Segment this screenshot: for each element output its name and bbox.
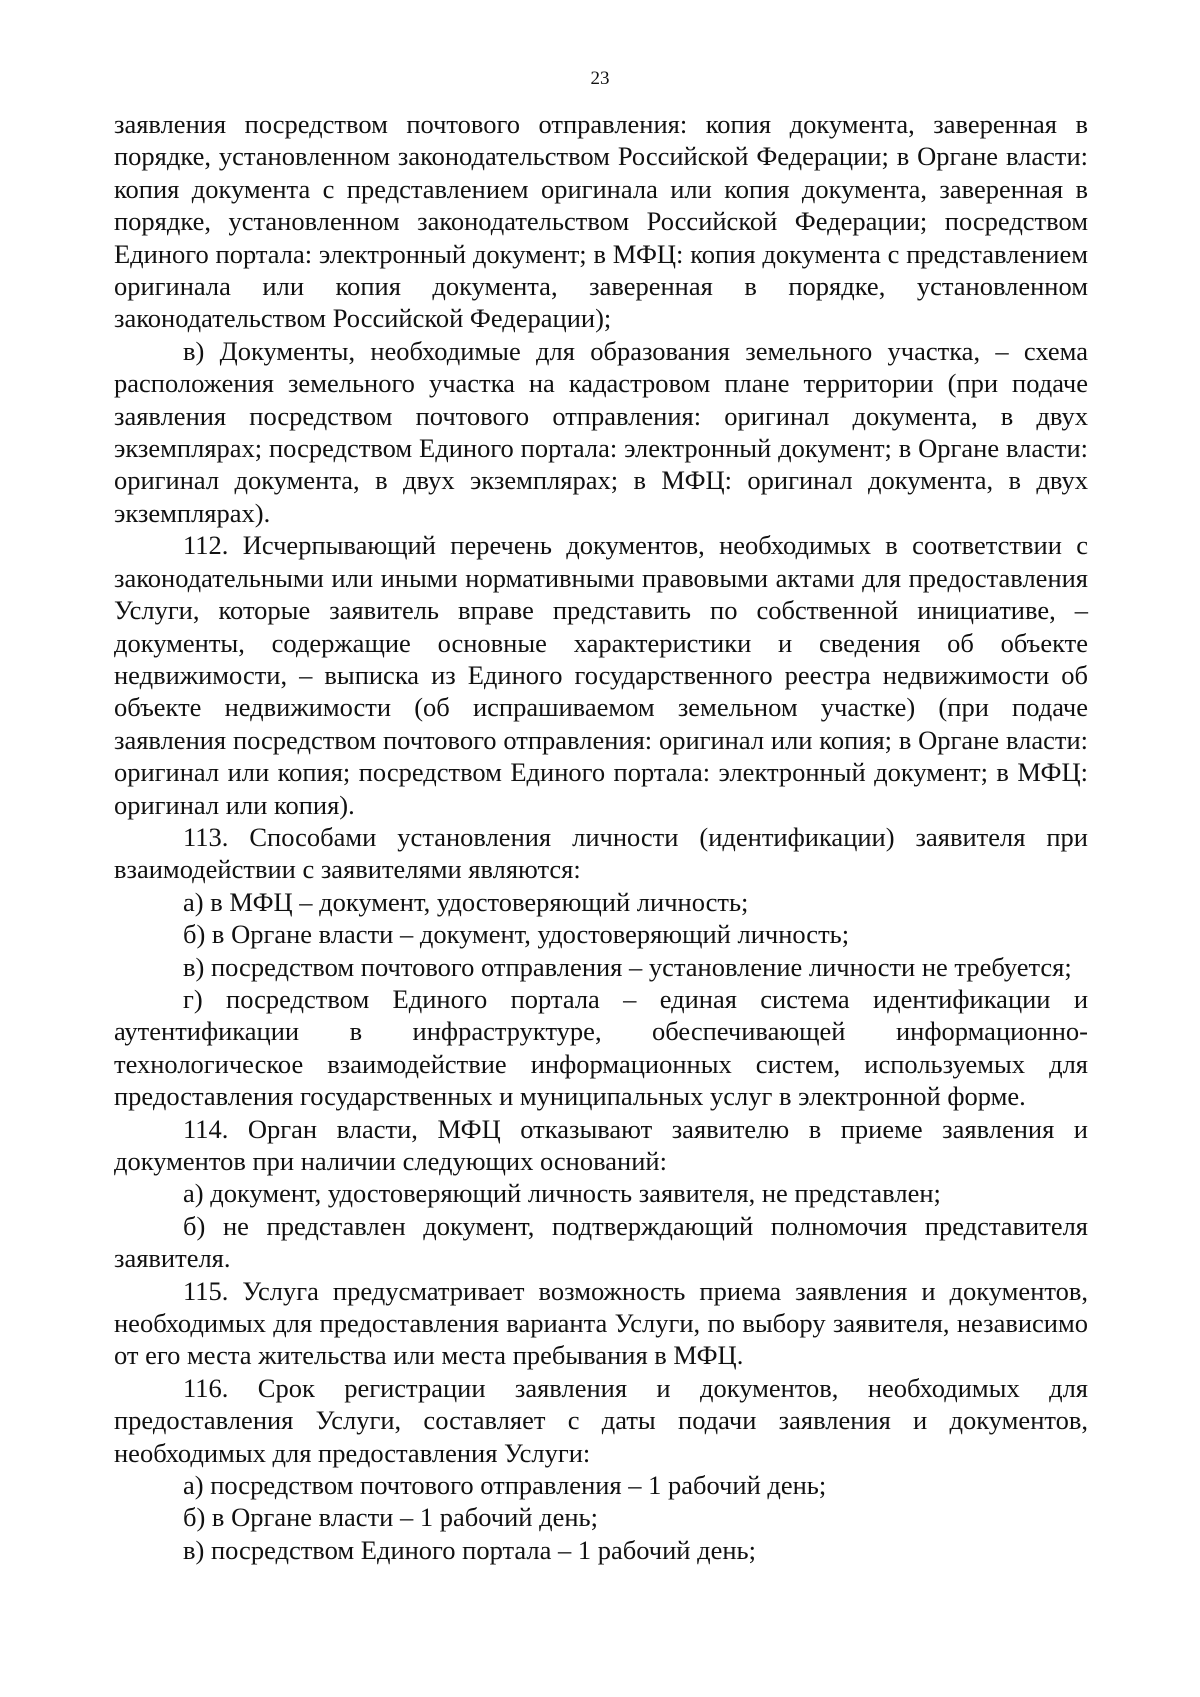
paragraph-116-v: в) посредством Единого портала – 1 рабочий день; xyxy=(183,1534,756,1565)
paragraph-116-b: б) в Органе власти – 1 рабочий день; xyxy=(183,1502,598,1533)
paragraph-116: 116. Срок регистрации заявления и документов, необходимых для предоставления Услуги, составляет с даты подачи заявления и документов, необходимых для предоставления Услуги: xyxy=(114,1372,1088,1468)
paragraph-continuation: заявления посредством почтового отправления: копия документа, заверенная в порядке, установленном законодательством Российской Федерации; в Органе власти: копия документа с представлением оригинала или копия документа, заверенная в порядке, установленном законодательством Российской Федерации; посредством Единого портала: электронный документ; в МФЦ: копия документа с представлением оригинала или копия документа, заверенная в порядке, установленном законодательством Российской Федерации); xyxy=(114,109,1088,334)
paragraph-113-g: г) посредством Единого портала – единая система идентификации и аутентификации в инфраструктуре, обеспечивающей информационно-технологическое взаимодействие информационных систем, используемых для предоставления государственных и муниципальных услуг в электронной форме. xyxy=(114,983,1088,1112)
paragraph-item-v-land-scheme: в) Документы, необходимые для образования земельного участка, – схема расположения земельного участка на кадастровом плане территории (при подаче заявления посредством почтового отправления: оригинал документа, в двух экземплярах; посредством Единого портала: электронный документ; в Органе власти: оригинал документа, в двух экземплярах; в МФЦ: оригинал документа, в двух экземплярах). xyxy=(114,335,1088,528)
paragraph-114-a: а) документ, удостоверяющий личность заявителя, не представлен; xyxy=(183,1178,941,1209)
paragraph-114-b: б) не представлен документ, подтверждающий полномочия представителя заявителя. xyxy=(114,1210,1088,1274)
paragraph-113-v: в) посредством почтового отправления – установление личности не требуется; xyxy=(183,951,1072,982)
page-number: 23 xyxy=(590,68,610,89)
paragraph-116-a: а) посредством почтового отправления – 1 рабочий день; xyxy=(183,1470,827,1501)
paragraph-113-a: а) в МФЦ – документ, удостоверяющий личность; xyxy=(183,886,749,917)
paragraph-113: 113. Способами установления личности (идентификации) заявителя при взаимодействии с заявителями являются: xyxy=(114,821,1088,885)
paragraph-114: 114. Орган власти, МФЦ отказывают заявителю в приеме заявления и документов при наличии следующих оснований: xyxy=(114,1113,1088,1176)
paragraph-115: 115. Услуга предусматривает возможность приема заявления и документов, необходимых для предоставления варианта Услуги, по выбору заявителя, независимо от его места жительства или места пребывания в МФЦ. xyxy=(114,1275,1088,1371)
paragraph-112: 112. Исчерпывающий перечень документов, необходимых в соответствии с законодательными или иными нормативными правовыми актами для предоставления Услуги, которые заявитель вправе представить по собственной инициативе, – документы, содержащие основные характеристики и сведения об объекте недвижимости, – выписка из Единого государственного реестра недвижимости об объекте недвижимости (об испрашиваемом земельном участке) (при подаче заявления посредством почтового отправления: оригинал или копия; в Органе власти: оригинал или копия; посредством Единого портала: электронный документ; в МФЦ: оригинал или копия). xyxy=(114,530,1088,820)
document-body xyxy=(114,108,1088,1566)
paragraph-113-b: б) в Органе власти – документ, удостоверяющий личность; xyxy=(183,919,850,950)
